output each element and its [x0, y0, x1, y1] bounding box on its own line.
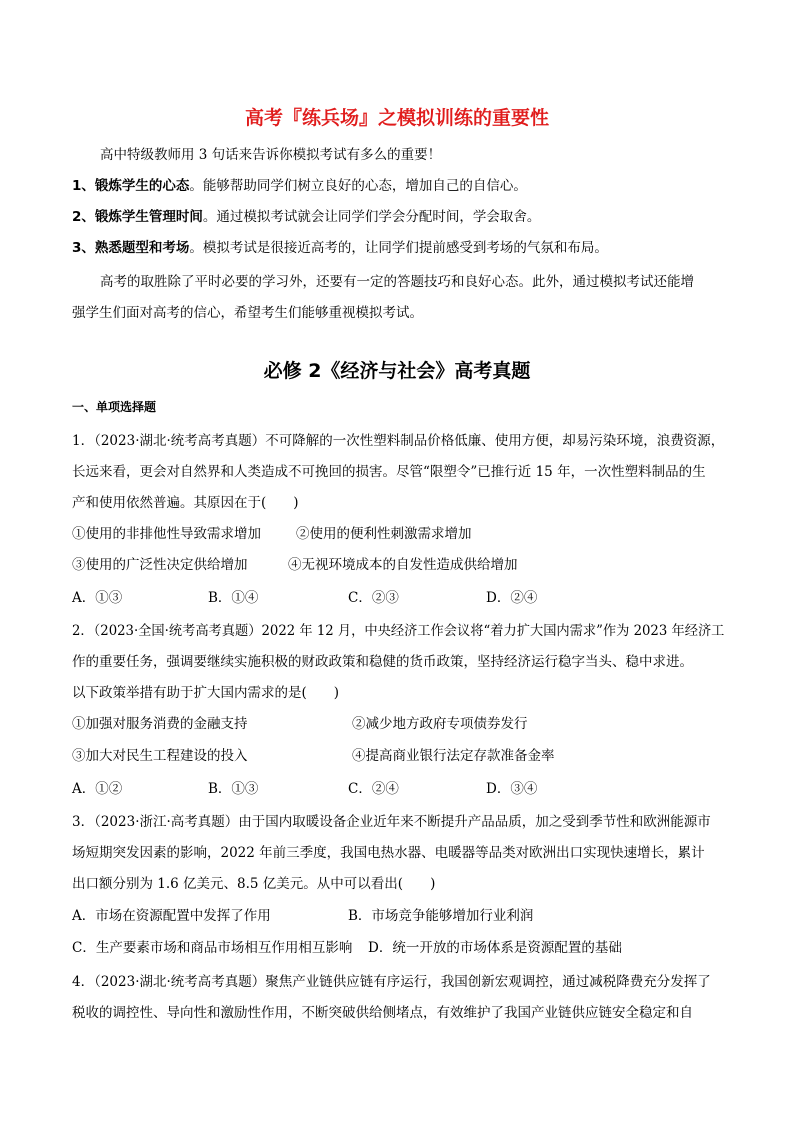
point-heading: 熟悉题型和考场 — [94, 240, 190, 256]
q1-option-d: D．②④ — [486, 590, 538, 606]
q2-statement-3: ③加大对民生工程建设的投入 — [72, 748, 248, 764]
point-heading: 锻炼学生管理时间 — [94, 209, 203, 225]
q1-statement-1: ①使用的非排他性导致需求增加 — [72, 526, 261, 542]
q2-option-d: D．③④ — [486, 781, 538, 797]
q3-option-c: C．生产要素市场和商品市场相互作用相互影响 — [72, 940, 353, 956]
q2-stem-line-1: 2．（2023·全国·统考高考真题）2022 年 12 月，中央经济工作会议将“着力扩大国内需求”作为 2023 年经济工 — [72, 623, 725, 639]
q1-option-c: C．②③ — [348, 590, 399, 606]
q1-stem-line-3: 产和使用依然普遍。其原因在于( ) — [72, 495, 299, 511]
q1-statement-3: ③使用的广泛性决定供给增加 — [72, 557, 248, 573]
q2-option-b: B．①③ — [208, 781, 259, 797]
q3-option-a: A．市场在资源配置中发挥了作用 — [72, 908, 271, 924]
point-text: 。通过模拟考试就会让同学们学会分配时间，学会取舍。 — [202, 209, 541, 225]
q1-stem-line-2: 长远来看，更会对自然界和人类造成不可挽回的损害。尽管“限塑令”已推行近 15 年，一次性塑料制品的生 — [72, 464, 706, 480]
q4-stem-line-1: 4．（2023·湖北·统考高考真题）聚焦产业链供应链有序运行，我国创新宏观调控，通过减税降费充分发挥了 — [72, 974, 711, 990]
point-text: 。能够帮助同学们树立良好的心态，增加自己的自信心。 — [189, 178, 527, 194]
point-text: 。模拟考试是很接近高考的，让同学们提前感受到考场的气氛和布局。 — [189, 240, 608, 256]
q2-stem-line-3: 以下政策举措有助于扩大国内需求的是( ) — [72, 685, 340, 701]
q2-statement-1: ①加强对服务消费的金融支持 — [72, 716, 248, 732]
exam-title: 必修 2《经济与社会》高考真题 — [263, 360, 531, 382]
q2-option-c: C．②④ — [348, 781, 399, 797]
point-number: 3、 — [72, 240, 95, 256]
q3-stem-line-2: 场短期突发因素的影响，2022 年前三季度，我国电热水器、电暖器等品类对欧洲出口实现快速增长，累计 — [72, 845, 705, 861]
q1-statement-4: ④无视环境成本的自发性造成供给增加 — [288, 557, 518, 573]
q1-option-a: A．①③ — [72, 590, 123, 606]
intro-closing-line-2: 强学生们面对高考的信心，希望考生们能够重视模拟考试。 — [72, 305, 423, 321]
intro-point-2 — [72, 207, 540, 227]
point-number: 1、 — [72, 178, 95, 194]
q2-stem-line-2: 作的重要任务，强调要继续实施积极的财政政策和稳健的货币政策，坚持经济运行稳字当头、稳中求进。 — [72, 654, 693, 670]
section-heading: 一、单项选择题 — [72, 400, 157, 414]
intro-point-1 — [72, 176, 527, 196]
intro-title: 高考『练兵场』之模拟训练的重要性 — [244, 107, 549, 129]
point-heading: 锻炼学生的心态 — [94, 178, 190, 194]
q2-statement-2: ②减少地方政府专项债券发行 — [352, 716, 528, 732]
intro-lead: 高中特级教师用 3 句话来告诉你模拟考试有多么的重要！ — [100, 147, 442, 163]
intro-point-3 — [72, 238, 608, 258]
q3-option-b: B．市场竞争能够增加行业利润 — [348, 908, 534, 924]
point-number: 2、 — [72, 209, 95, 225]
q2-option-a: A．①② — [72, 781, 123, 797]
q3-option-d: D．统一开放的市场体系是资源配置的基础 — [368, 940, 622, 956]
q2-statement-4: ④提高商业银行法定存款准备金率 — [352, 748, 555, 764]
q4-stem-line-2: 税收的调控性、导向性和激励性作用，不断突破供给侧堵点，有效维护了我国产业链供应链安全稳定和自 — [72, 1005, 693, 1021]
q1-statement-2: ②使用的便利性刺激需求增加 — [296, 526, 472, 542]
q1-stem-line-1: 1．（2023·湖北·统考高考真题）不可降解的一次性塑料制品价格低廉、使用方便，却易污染环境，浪费资源， — [72, 433, 725, 449]
q3-stem-line-3: 出口额分别为 1.6 亿美元、8.5 亿美元。从中可以看出( ) — [72, 876, 436, 892]
q3-stem-line-1: 3．（2023·浙江·高考真题）由于国内取暖设备企业近年来不断提升产品品质，加之受到季节性和欧洲能源市 — [72, 814, 711, 830]
q1-option-b: B．①④ — [208, 590, 259, 606]
intro-closing-line-1: 高考的取胜除了平时必要的学习外，还要有一定的答题技巧和良好心态。此外，通过模拟考试还能增 — [100, 274, 694, 290]
